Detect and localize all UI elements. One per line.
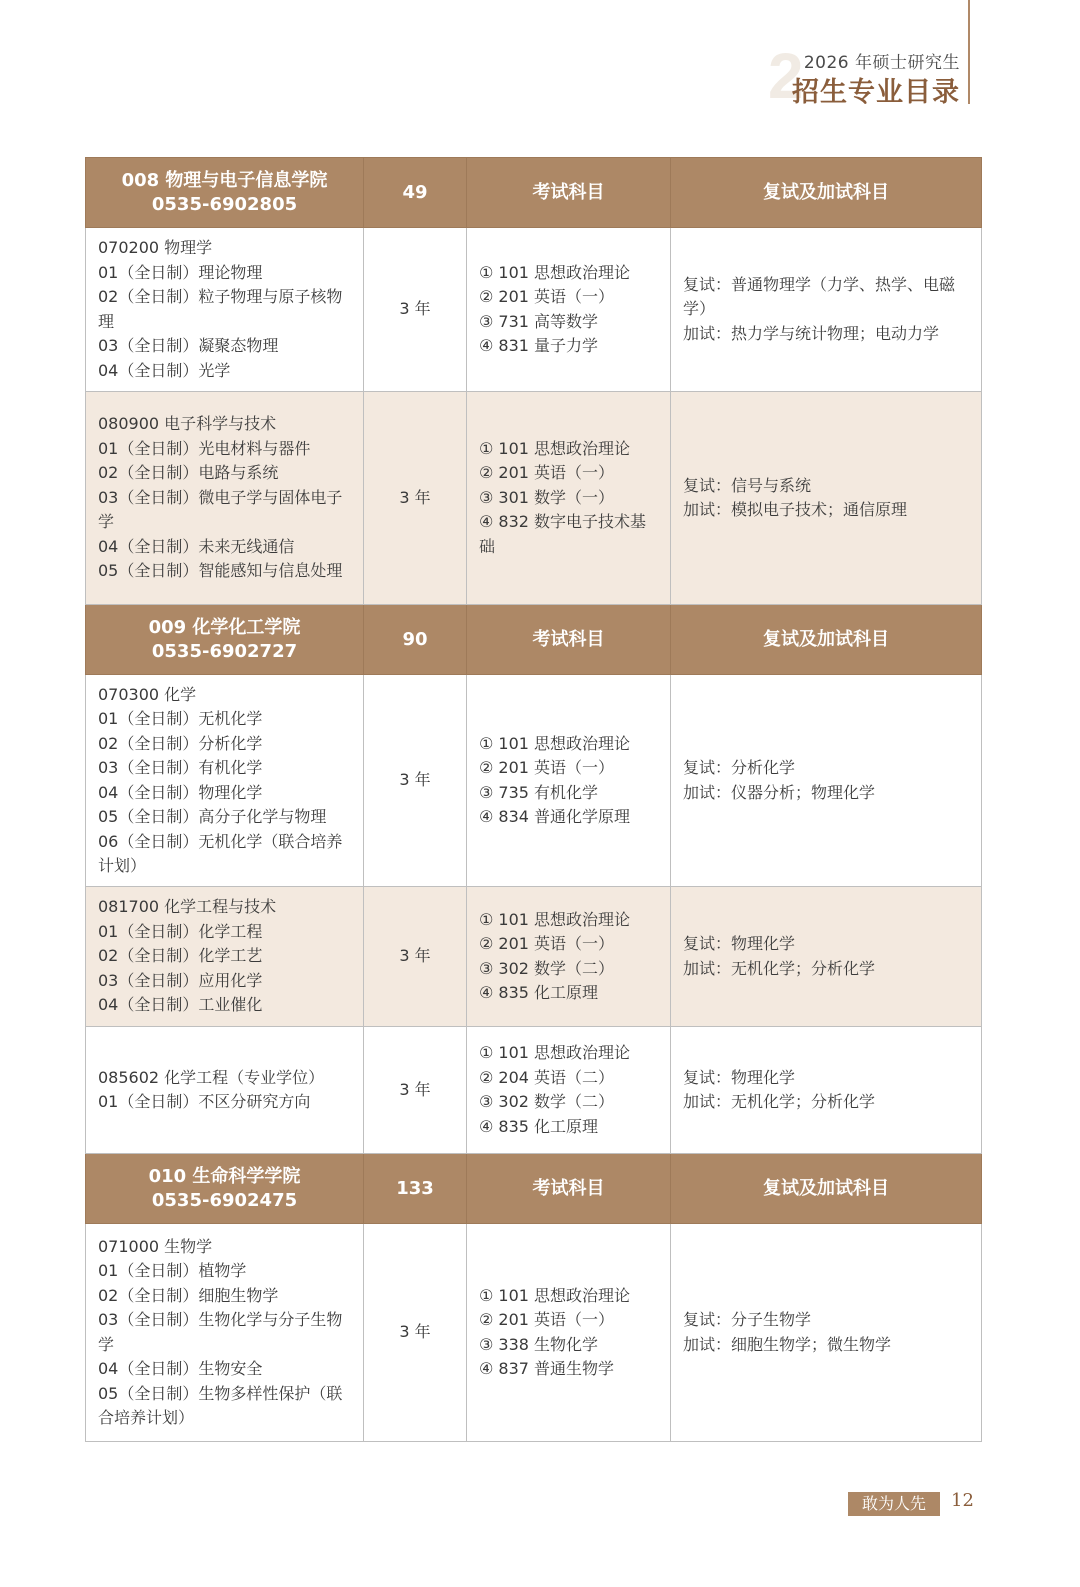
research-direction: 05（全日制）高分子化学与物理	[98, 807, 327, 826]
table-row	[86, 392, 982, 605]
exam-subject: ③ 731 高等数学	[479, 311, 599, 331]
extra-test-subject: 加试：模拟电子技术；通信原理	[683, 500, 908, 519]
exam-subject: ① 101 思想政治理论	[479, 1043, 631, 1062]
research-direction: 06（全日制）无机化学（联合培养计划）	[98, 831, 343, 875]
retest-subject: 复试：物理化学	[683, 1067, 796, 1087]
exam-subject: ④ 835 化工原理	[479, 983, 599, 1002]
college-cell	[86, 158, 364, 228]
college-cell	[86, 605, 364, 675]
research-direction: 01（全日制）植物学	[98, 1261, 247, 1280]
research-direction: 01（全日制）不区分研究方向	[98, 1092, 311, 1111]
retest-subjects-header: 复试及加试科目	[671, 1154, 982, 1224]
catalog-table	[85, 157, 982, 1442]
research-direction: 04（全日制）生物安全	[98, 1359, 263, 1378]
exam-subjects-cell	[467, 675, 671, 887]
research-direction: 01（全日制）光电材料与器件	[98, 438, 311, 458]
exam-subject: ② 201 英语（一）	[479, 934, 615, 953]
exam-subject: ② 201 英语（一）	[479, 1310, 615, 1329]
catalog-table-wrapper	[85, 157, 981, 1442]
college-header-row	[86, 1154, 982, 1224]
header-year-text: 2026 年硕士研究生	[803, 53, 960, 73]
research-direction: 03（全日制）微电子学与固体电子学	[98, 487, 343, 532]
exam-subjects-cell	[467, 887, 671, 1027]
research-direction: 02（全日制）粒子物理与原子核物理	[98, 287, 343, 331]
retest-subjects-cell	[671, 392, 982, 605]
major-cell	[86, 675, 364, 887]
exam-subjects-cell	[467, 1027, 671, 1154]
college-header-row	[86, 158, 982, 228]
college-cell	[86, 1154, 364, 1224]
table-row	[86, 675, 982, 887]
exam-subject: ③ 735 有机化学	[479, 782, 599, 802]
study-years: 3 年	[364, 228, 467, 392]
table-row	[86, 1224, 982, 1442]
research-direction: 02（全日制）细胞生物学	[98, 1285, 279, 1305]
major-code-name: 081700 化学工程与技术	[98, 897, 277, 917]
retest-subjects-cell	[671, 1224, 982, 1442]
exam-subjects-header: 考试科目	[467, 1154, 671, 1224]
college-phone: 0535-6902805	[151, 193, 298, 215]
enrollment-quota: 49	[364, 158, 467, 228]
exam-subjects-cell	[467, 392, 671, 605]
enrollment-quota: 90	[364, 605, 467, 675]
exam-subject: ① 101 思想政治理论	[479, 909, 631, 929]
study-years: 3 年	[364, 392, 467, 605]
enrollment-quota: 133	[364, 1154, 467, 1224]
exam-subject: ④ 837 普通生物学	[479, 1359, 615, 1378]
college-phone: 0535-6902475	[151, 1189, 298, 1211]
exam-subjects-cell	[467, 1224, 671, 1442]
extra-test-subject: 加试：仪器分析；物理化学	[683, 782, 876, 802]
exam-subject: ② 201 英语（一）	[479, 758, 615, 777]
extra-test-subject: 加试：热力学与统计物理；电动力学	[683, 323, 940, 343]
exam-subject: ② 204 英语（二）	[479, 1067, 615, 1087]
retest-subjects-cell	[671, 675, 982, 887]
retest-subjects-header: 复试及加试科目	[671, 158, 982, 228]
exam-subject: ① 101 思想政治理论	[479, 262, 631, 282]
exam-subject: ③ 338 生物化学	[479, 1334, 599, 1354]
exam-subject: ① 101 思想政治理论	[479, 733, 631, 753]
major-code-name: 080900 电子科学与技术	[98, 414, 277, 434]
research-direction: 02（全日制）化学工艺	[98, 946, 263, 966]
extra-test-subject: 加试：无机化学；分析化学	[683, 1092, 876, 1111]
header-divider	[968, 0, 970, 104]
table-row	[86, 228, 982, 392]
retest-subject: 复试：物理化学	[683, 934, 796, 953]
exam-subject: ② 201 英语（一）	[479, 463, 615, 483]
exam-subject: ③ 302 数学（二）	[479, 958, 615, 978]
research-direction: 05（全日制）生物多样性保护（联合培养计划）	[98, 1383, 343, 1427]
exam-subject: ② 201 英语（一）	[479, 287, 615, 306]
retest-subject: 复试：分析化学	[683, 758, 796, 777]
header-title: 招生专业目录	[792, 77, 960, 108]
research-direction: 04（全日制）光学	[98, 360, 231, 380]
college-name: 009 化学化工学院	[148, 616, 301, 638]
study-years: 3 年	[364, 1224, 467, 1442]
retest-subjects-header: 复试及加试科目	[671, 605, 982, 675]
research-direction: 04（全日制）物理化学	[98, 782, 263, 802]
extra-test-subject: 加试：细胞生物学；微生物学	[683, 1334, 892, 1354]
retest-subject: 复试：普通物理学（力学、热学、电磁学）	[683, 274, 956, 319]
exam-subject: ④ 832 数字电子技术基础	[479, 512, 647, 556]
research-direction: 03（全日制）应用化学	[98, 970, 263, 990]
research-direction: 01（全日制）理论物理	[98, 262, 263, 282]
exam-subject: ④ 835 化工原理	[479, 1116, 599, 1136]
retest-subject: 复试：分子生物学	[683, 1310, 812, 1329]
college-header-row	[86, 605, 982, 675]
major-code-name: 070300 化学	[98, 684, 197, 704]
research-direction: 02（全日制）分析化学	[98, 733, 263, 753]
study-years: 3 年	[364, 887, 467, 1027]
major-code-name: 085602 化学工程（专业学位）	[98, 1067, 325, 1087]
table-row	[86, 887, 982, 1027]
major-code-name: 070200 物理学	[98, 238, 213, 257]
research-direction: 03（全日制）凝聚态物理	[98, 336, 279, 355]
retest-subjects-cell	[671, 228, 982, 392]
extra-test-subject: 加试：无机化学；分析化学	[683, 958, 876, 978]
retest-subjects-cell	[671, 1027, 982, 1154]
research-direction: 01（全日制）无机化学	[98, 709, 263, 728]
research-direction: 04（全日制）未来无线通信	[98, 536, 295, 556]
major-cell	[86, 887, 364, 1027]
footer-slogan-badge: 敢为人先	[848, 1492, 940, 1516]
exam-subject: ④ 834 普通化学原理	[479, 807, 631, 826]
research-direction: 05（全日制）智能感知与信息处理	[98, 561, 343, 581]
exam-subjects-cell	[467, 228, 671, 392]
major-cell	[86, 228, 364, 392]
exam-subjects-header: 考试科目	[467, 605, 671, 675]
major-cell	[86, 1224, 364, 1442]
study-years: 3 年	[364, 1027, 467, 1154]
college-name: 008 物理与电子信息学院	[121, 169, 328, 191]
page-number: 12	[951, 1490, 974, 1511]
exam-subject: ① 101 思想政治理论	[479, 1285, 631, 1305]
research-direction: 04（全日制）工业催化	[98, 995, 263, 1015]
exam-subject: ③ 302 数学（二）	[479, 1092, 615, 1111]
table-row	[86, 1027, 982, 1154]
retest-subjects-cell	[671, 887, 982, 1027]
college-name: 010 生命科学学院	[148, 1165, 301, 1187]
research-direction: 03（全日制）生物化学与分子生物学	[98, 1310, 343, 1354]
college-phone: 0535-6902727	[151, 640, 298, 662]
exam-subjects-header: 考试科目	[467, 158, 671, 228]
major-cell	[86, 1027, 364, 1154]
exam-subject: ① 101 思想政治理论	[479, 438, 631, 458]
research-direction: 02（全日制）电路与系统	[98, 463, 279, 483]
study-years: 3 年	[364, 675, 467, 887]
exam-subject: ④ 831 量子力学	[479, 336, 599, 355]
header-watermark: 2	[768, 40, 800, 112]
major-cell	[86, 392, 364, 605]
exam-subject: ③ 301 数学（一）	[479, 487, 615, 507]
research-direction: 03（全日制）有机化学	[98, 758, 263, 777]
major-code-name: 071000 生物学	[98, 1236, 213, 1256]
research-direction: 01（全日制）化学工程	[98, 921, 263, 941]
retest-subject: 复试：信号与系统	[683, 475, 812, 495]
